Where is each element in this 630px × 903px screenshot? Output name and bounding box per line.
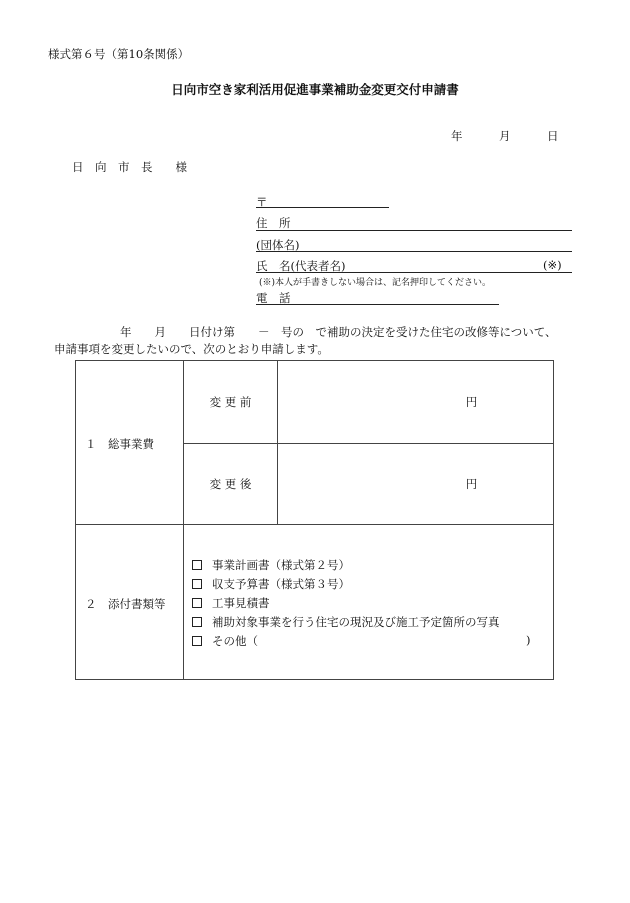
attachments-list-cell	[183, 524, 554, 680]
date-year: 年	[451, 129, 463, 143]
checkbox-icon[interactable]	[192, 560, 202, 570]
date-day: 日	[547, 129, 559, 143]
addressee: 日 向 市 長 様	[72, 160, 187, 174]
after-amount-cell	[277, 443, 554, 525]
attachment-item: その他（	[192, 633, 258, 649]
seal-mark: (※)	[543, 258, 562, 272]
after-yen: 円	[465, 477, 478, 491]
checkbox-icon[interactable]	[192, 579, 202, 589]
body-text-line2: 申請事項を変更したいので、次のとおり申請します。	[54, 342, 329, 356]
table-row1-label-cell	[75, 360, 184, 525]
postal-line	[256, 207, 389, 208]
before-yen: 円	[465, 395, 478, 409]
phone-label: 電 話	[256, 291, 291, 305]
name-line	[256, 272, 572, 273]
page-title: 日向市空き家利活用促進事業補助金変更交付申請書	[171, 82, 459, 97]
attachment-item: 補助対象事業を行う住宅の現況及び施工予定箇所の写真	[192, 614, 500, 630]
phone-line	[256, 304, 499, 305]
group-line	[256, 251, 572, 252]
attachments-label: ２ 添付書類等	[85, 597, 166, 611]
other-close-paren: )	[526, 633, 531, 647]
body-text-line1: 年 月 日付け第 － 号の で補助の決定を受けた住宅の改修等について、	[120, 325, 557, 339]
attachment-item: 工事見積書	[192, 595, 270, 611]
checkbox-icon[interactable]	[192, 636, 202, 646]
address-label: 住 所	[256, 216, 291, 230]
total-cost-label: １ 総事業費	[85, 437, 154, 451]
seal-note: (※)本人が手書きしない場合は、記名押印してください。	[259, 278, 492, 288]
before-label: 変 更 前	[209, 395, 252, 409]
after-label: 変 更 後	[209, 477, 252, 491]
attachments-label-cell	[75, 524, 184, 680]
postal-label: 〒	[256, 195, 268, 209]
attachment-item: 事業計画書（様式第２号）	[192, 557, 350, 573]
checkbox-icon[interactable]	[192, 598, 202, 608]
checkbox-icon[interactable]	[192, 617, 202, 627]
address-line	[256, 230, 572, 231]
date-month: 月	[499, 129, 511, 143]
before-label-cell	[183, 360, 278, 444]
name-label: 氏 名(代表者名)	[256, 259, 346, 273]
group-label: (団体名)	[256, 238, 300, 252]
form-number: 様式第６号（第10条関係）	[48, 47, 190, 61]
attachment-item: 収支予算書（様式第３号）	[192, 576, 350, 592]
before-amount-cell	[277, 360, 554, 444]
after-label-cell	[183, 443, 278, 525]
